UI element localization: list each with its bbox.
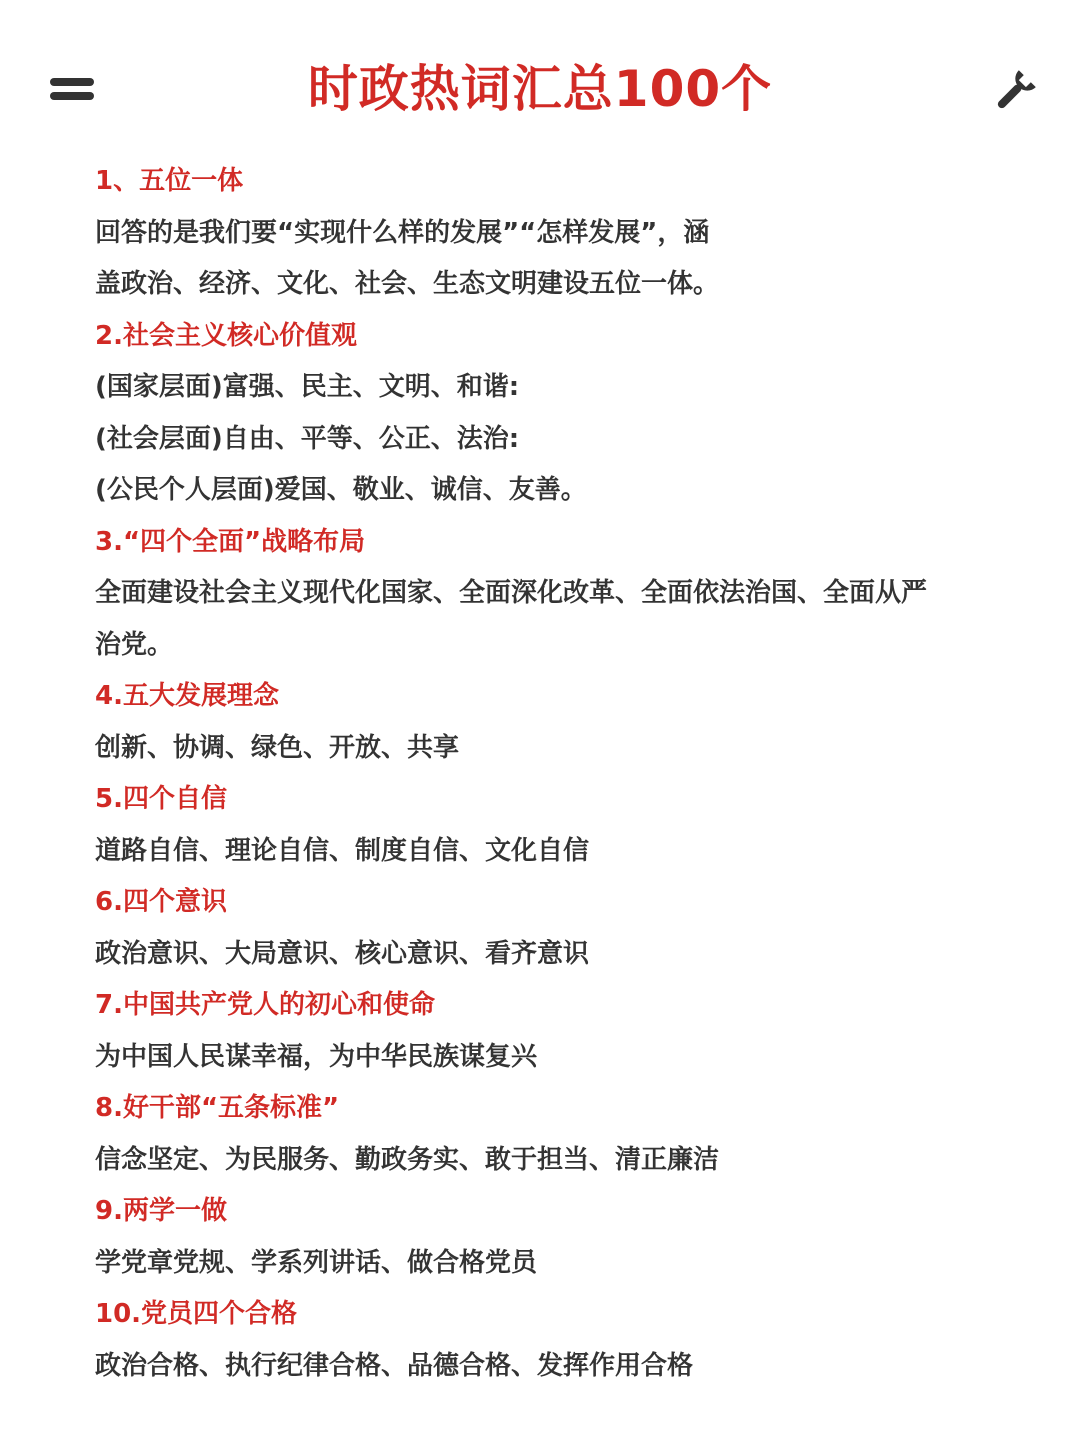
section-text-line: (社会层面)自由、平等、公正、法治: — [95, 423, 520, 454]
header — [0, 0, 1080, 180]
section-text-line: 政治合格、执行纪律合格、品德合格、发挥作用合格 — [95, 1350, 694, 1381]
section-heading: 10.党员四个合格 — [95, 1299, 298, 1329]
section-10 — [95, 1289, 995, 1392]
section-text-line: 盖政治、经济、文化、社会、生态文明建设五位一体。 — [95, 269, 720, 299]
section-text-line: 治党。 — [95, 629, 174, 660]
section-text-line: 全面建设社会主义现代化国家、全面深化改革、全面依法治国、全面从严 — [95, 578, 928, 608]
section-text-line: 政治意识、大局意识、核心意识、看齐意识 — [95, 938, 590, 969]
section-text-line: 回答的是我们要“实现什么样的发展”“怎样发展”，涵 — [95, 217, 710, 248]
section-heading: 2.社会主义核心价值观 — [95, 320, 357, 351]
section-heading: 7.中国共产党人的初心和使命 — [95, 990, 435, 1020]
section-5 — [95, 774, 995, 877]
section-6 — [95, 877, 995, 980]
section-9 — [95, 1186, 995, 1289]
page-title: 时政热词汇总100个 — [307, 60, 773, 118]
section-text-line: 为中国人民谋幸福，为中华民族谋复兴 — [95, 1041, 538, 1072]
section-2 — [95, 311, 995, 517]
section-heading: 3.“四个全面”战略布局 — [95, 526, 366, 557]
section-4 — [95, 671, 995, 774]
section-heading: 6.四个意识 — [95, 887, 227, 917]
hot-words-list — [95, 156, 995, 1392]
section-1 — [95, 156, 995, 311]
section-8 — [95, 1083, 995, 1186]
section-heading: 9.两学一做 — [95, 1196, 227, 1226]
section-text-line: 道路自信、理论自信、制度自信、文化自信 — [95, 835, 590, 866]
section-text-line: 创新、协调、绿色、开放、共享 — [95, 732, 460, 763]
wrench-icon-graphic — [990, 64, 1042, 116]
wrench-icon[interactable] — [990, 64, 1042, 116]
section-7 — [95, 980, 995, 1083]
section-text-line: (公民个人层面)爱国、敬业、诚信、友善。 — [95, 475, 587, 505]
section-heading: 1、五位一体 — [95, 166, 244, 196]
section-text-line: 信念坚定、为民服务、勤政务实、敢于担当、清正廉洁 — [95, 1144, 720, 1175]
section-heading: 8.好干部“五条标准” — [95, 1093, 340, 1123]
section-3 — [95, 517, 995, 672]
section-heading: 5.四个自信 — [95, 784, 227, 814]
section-text-line: (国家层面)富强、民主、文明、和谐: — [95, 372, 520, 402]
section-heading: 4.五大发展理念 — [95, 681, 279, 711]
section-text-line: 学党章党规、学系列讲话、做合格党员 — [95, 1247, 538, 1278]
